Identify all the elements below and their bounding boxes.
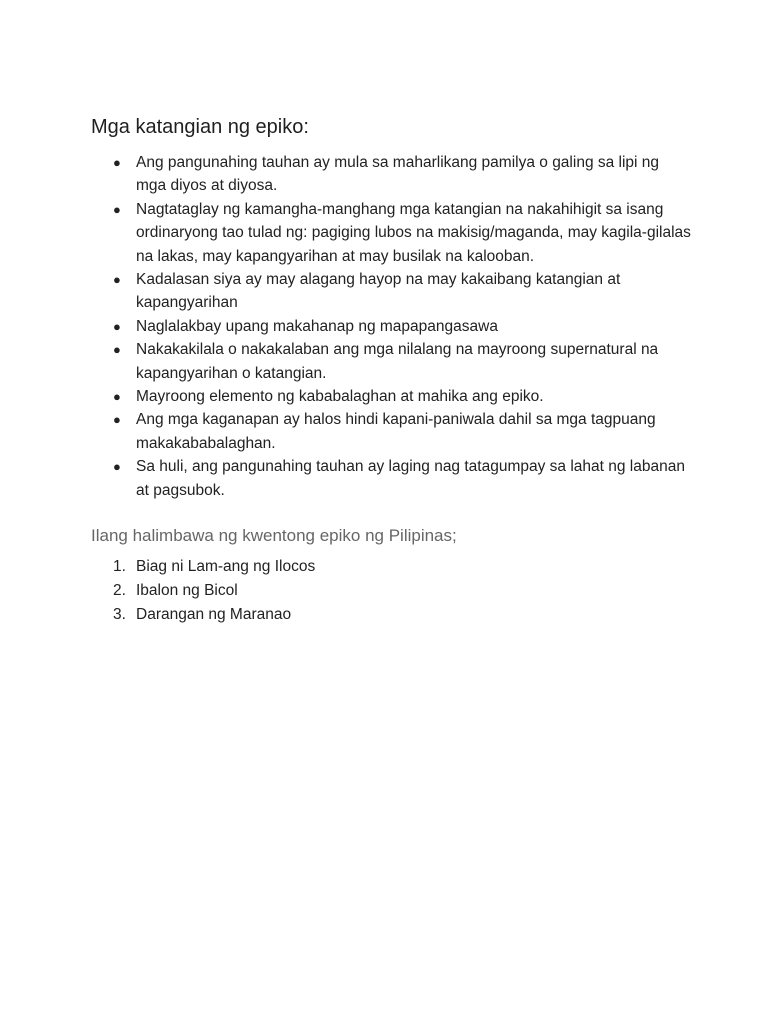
list-item xyxy=(91,198,691,268)
list-item-text: Naglalakbay upang makahanap ng mapapangasawa xyxy=(136,317,498,335)
list-item xyxy=(91,555,315,579)
list-item-text: Sa huli, ang pangunahing tauhan ay laging nag tatagumpay sa lahat ng labanan at pagsubok. xyxy=(136,458,685,499)
list-item-text: Ibalon ng Bicol xyxy=(136,582,238,599)
bullet-icon: ● xyxy=(113,155,121,170)
list-item xyxy=(91,408,691,455)
list-item xyxy=(91,603,315,627)
bullet-icon: ● xyxy=(113,412,121,428)
list-item-text: Biag ni Lam-ang ng Ilocos xyxy=(136,558,316,575)
list-number: 1. xyxy=(113,558,126,575)
list-number: 3. xyxy=(113,606,126,623)
list-item-text: Ang mga kaganapan ay halos hindi kapani-paniwala dahil sa mga tagpuang makakababalaghan. xyxy=(136,411,656,452)
characteristics-list xyxy=(91,151,691,502)
page-heading: Mga katangian ng epiko: xyxy=(91,116,309,138)
bullet-icon: ● xyxy=(113,459,121,475)
list-item-text: Darangan ng Maranao xyxy=(136,606,292,623)
bullet-icon: ● xyxy=(113,389,121,405)
list-item-text: Kadalasan siya ay may alagang hayop na may kakaibang katangian at kapangyarihan xyxy=(136,271,621,312)
list-item xyxy=(91,315,691,338)
bullet-icon: ● xyxy=(113,342,121,358)
list-item-text: Ang pangunahing tauhan ay mula sa maharlikang pamilya o galing sa lipi ng mga diyos at diyosa. xyxy=(136,154,660,195)
list-item xyxy=(91,455,691,502)
list-item xyxy=(91,268,691,315)
list-item xyxy=(91,579,315,603)
list-item-text: Mayroong elemento ng kababalaghan at mahika ang epiko. xyxy=(136,388,544,406)
list-item-text: Nakakakilala o nakakalaban ang mga nilalang na mayroong supernatural na kapangyarihan o katangian. xyxy=(136,341,659,382)
examples-heading: Ilang halimbawa ng kwentong epiko ng Pilipinas; xyxy=(91,526,457,545)
bullet-icon: ● xyxy=(113,201,121,217)
list-item xyxy=(91,338,691,385)
list-number: 2. xyxy=(113,582,126,599)
examples-list xyxy=(91,555,315,627)
list-item xyxy=(91,151,691,198)
bullet-icon: ● xyxy=(113,272,121,288)
bullet-icon: ● xyxy=(113,318,121,334)
list-item-text: Nagtataglay ng kamangha-manghang mga katangian na nakahihigit sa isang ordinaryong tao tulad ng: pagiging lubos na makisig/maganda, may kagila-gilalas na lakas, may kapangyarihan at may busilak na kalooban. xyxy=(136,200,691,265)
list-item xyxy=(91,385,691,408)
